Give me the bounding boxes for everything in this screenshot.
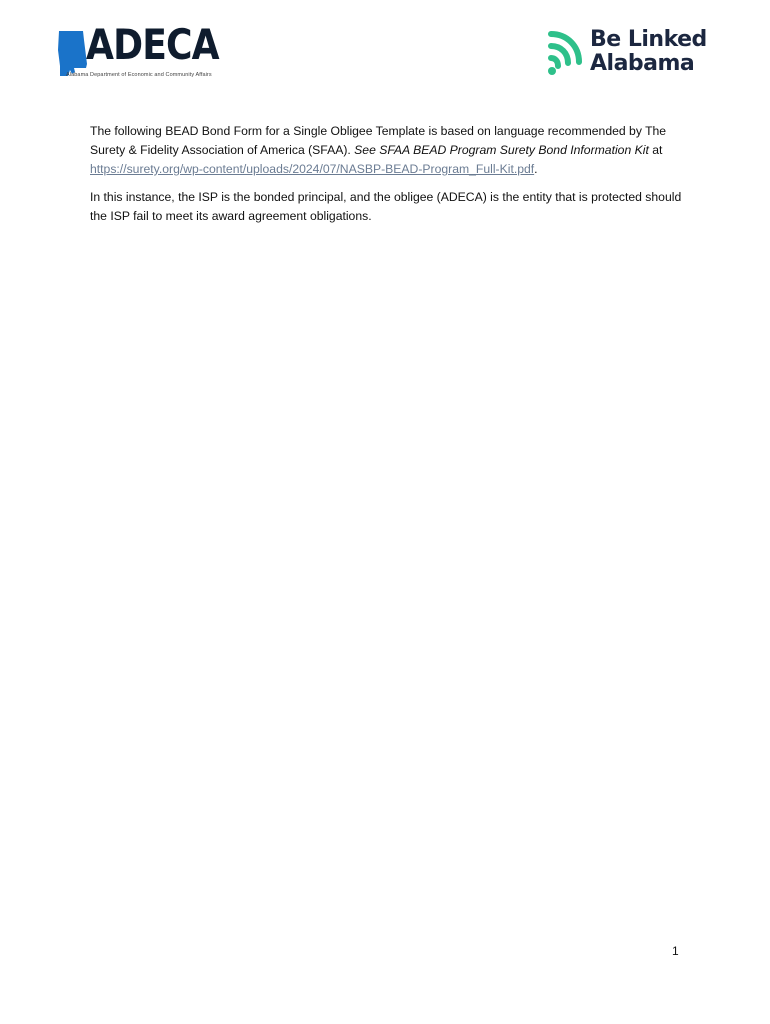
paragraph-intro-at: at: [648, 143, 663, 157]
kit-title-italic: See SFAA BEAD Program Surety Bond Information Kit: [354, 143, 649, 157]
adeca-subtitle: Alabama Department of Economic and Community Affairs: [66, 72, 212, 78]
be-linked-alabama-logo: [547, 28, 717, 78]
logo-line-1: Be Linked: [590, 27, 707, 52]
adeca-logo: [56, 20, 219, 82]
page-number: 1: [672, 944, 679, 958]
paragraph-intro-text: The following BEAD Bond Form for a Single Obligee Template is based on language recommended by The Surety & Fidelity Association of America (SFAA).: [90, 124, 667, 157]
paragraph-intro-end: .: [534, 162, 538, 176]
adeca-wordmark: ADECA: [86, 20, 219, 69]
paragraph-obligee: In this instance, the ISP is the bonded principal, and the obligee (ADECA) is the entity that is protected should the ISP fail to meet its award agreement obligations.: [90, 190, 682, 223]
signal-icon: [547, 30, 583, 76]
document-body: [90, 122, 690, 235]
be-linked-alabama-text: [590, 28, 707, 76]
logo-line-2: Alabama: [590, 51, 695, 76]
surety-kit-link[interactable]: https://surety.org/wp-content/uploads/2024/07/NASBP-BEAD-Program_Full-Kit.pdf: [90, 162, 535, 176]
paragraph-intro: [90, 122, 690, 179]
